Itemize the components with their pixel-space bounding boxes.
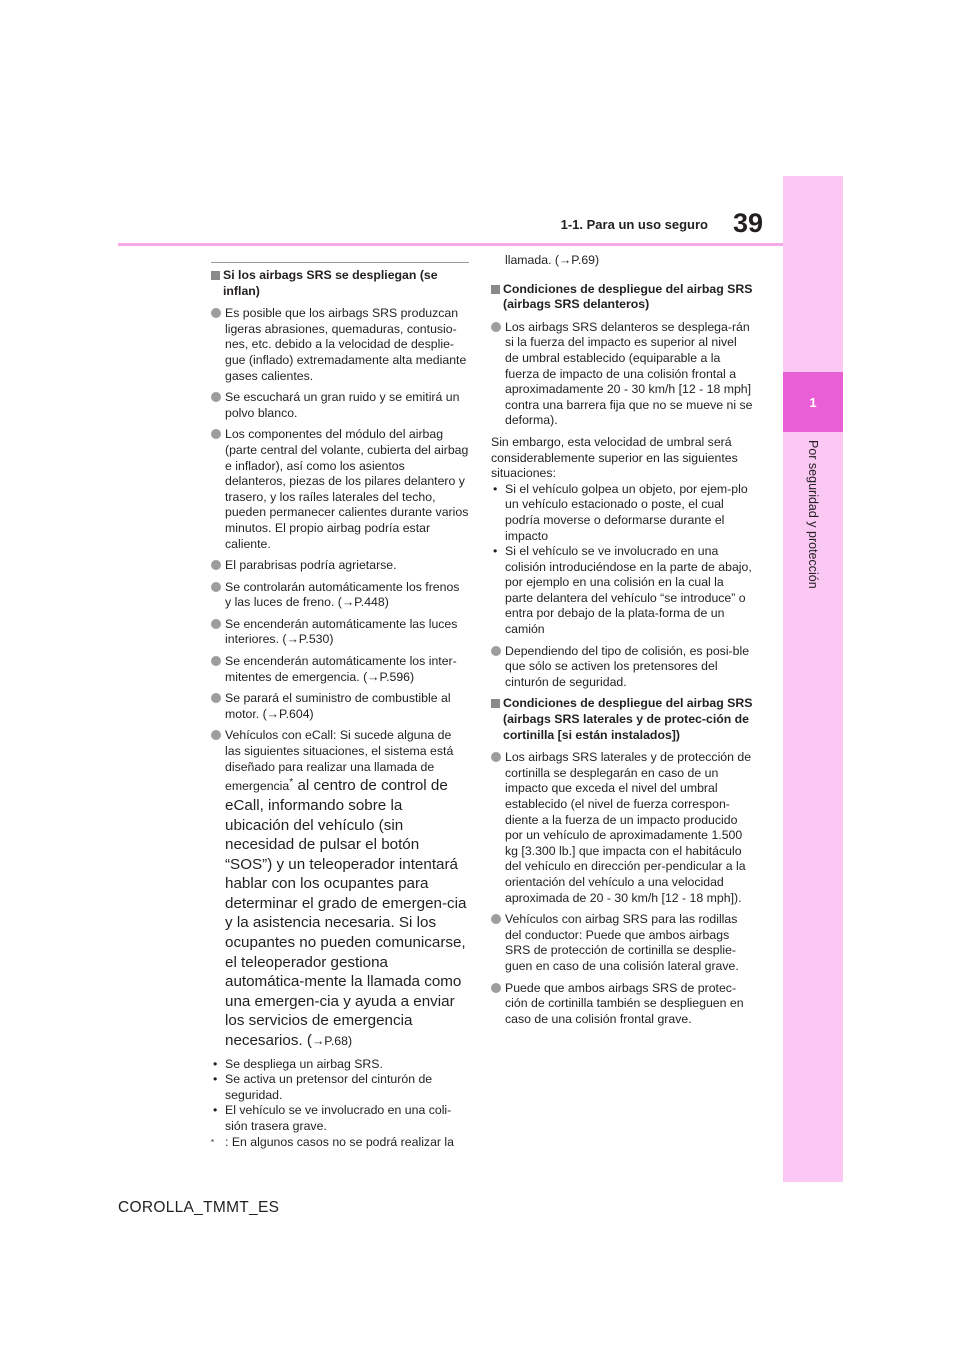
ecall-page-ref: →P.68) bbox=[311, 1034, 353, 1049]
chapter-number: 1 bbox=[783, 372, 843, 432]
bullet-item: Puede que ambos airbags SRS de protec-ción de cortinilla también se desplieguen en caso de una colisión frontal grave. bbox=[491, 981, 753, 1028]
bullet-item: Los airbags SRS delanteros se desplega-rán si la fuerza del impacto es superior al nivel de umbral establecido (equiparable a la fuerza de impacto de una colisión frontal a aproximadamente 20 - 30 km/h [12 - 18 mph] contra una barrera fija que no se mueve ni se deforma). bbox=[491, 320, 753, 429]
bullet-item: Es posible que los airbags SRS produzcan ligeras abrasiones, quemaduras, contusio-nes, etc. debido a la velocidad de desplie-gue (inflado) extremadamente alta mediante gases calientes. bbox=[211, 306, 469, 384]
bullet-item: Los componentes del módulo del airbag (parte central del volante, cubierta del airbag e inflador), así como los asientos delanteros, piezas de los pilares delantero y trasero, y los raíles laterales del techo, pueden permanecer calientes durante varios minutos. El propio airbag podría estar caliente. bbox=[211, 427, 469, 552]
footnote-marker: * bbox=[211, 1137, 215, 1147]
ecall-text-start: Vehículos con eCall: Si sucede alguna de las siguientes situaciones, el sistema está diseñado para realizar una llamada de emergencia bbox=[225, 728, 454, 794]
sub-item: • Se activa un pretensor del cinturón de seguridad. bbox=[211, 1072, 469, 1103]
heading-front-airbags: Condiciones de despliegue del airbag SRS (airbags SRS delanteros) bbox=[491, 282, 753, 313]
bullet-item: Se encenderán automáticamente las luces interiores. (→P.530) bbox=[211, 617, 469, 648]
bullet-item: Vehículos con airbag SRS para las rodillas del conductor: Puede que ambos airbags SRS de protección de cortinilla se desplie-guen en caso de una colisión lateral grave. bbox=[491, 912, 753, 974]
page-number: 39 bbox=[732, 208, 764, 238]
heading-airbags-deployed: Si los airbags SRS se despliegan (se inflan) bbox=[211, 268, 469, 299]
column-rule bbox=[211, 262, 469, 263]
bullet-item: Se controlarán automáticamente los frenos y las luces de freno. (→P.448) bbox=[211, 580, 469, 611]
chapter-label: Por seguridad y protección bbox=[806, 440, 820, 589]
bullet-item-ecall bbox=[211, 728, 469, 1050]
footnote-text: : En algunos casos no se podrá realizar la bbox=[225, 1134, 454, 1149]
right-column bbox=[491, 253, 753, 1033]
document-code: COROLLA_TMMT_ES bbox=[118, 1199, 280, 1216]
bullet-item: Los airbags SRS laterales y de protección de cortinilla se desplegarán en caso de un impacto que exceda el nivel del umbral establecido (el nivel de fuerza correspon-diente a la fuerza de un impacto producido por un vehículo de aproximadamente 1.500 kg [3.300 lb.] que impacta con el habitáculo del vehículo en dirección per-pendicular a la orientación del vehículo a una velocidad aproximada de 20 - 30 km/h [12 - 18 mph]). bbox=[491, 750, 753, 906]
ecall-text-rest: al centro de control de eCall, informando sobre la ubicación del vehículo (sin necesidad de pulsar el botón “SOS”) y un teleoperador intentará hablar con los ocupantes para determinar el grado de emergen-cia y la asistencia necesaria. Si los ocupantes no pueden comunicarse, el teleoperador gestiona automática-mente la llamada como una emergen-cia y ayuda a enviar los servicios de emergencia necesarios. ( bbox=[225, 777, 467, 1050]
ecall-footnote-marker: * bbox=[289, 777, 294, 789]
sub-item: • Se despliega un airbag SRS. bbox=[211, 1057, 469, 1073]
bullet-item: Se encenderán automáticamente los inter-mitentes de emergencia. (→P.596) bbox=[211, 654, 469, 685]
bullet-item: Se escuchará un gran ruido y se emitirá un polvo blanco. bbox=[211, 390, 469, 421]
sub-item: • Si el vehículo golpea un objeto, por ejem-plo un vehículo estacionado o poste, el cual podría moverse o deformarse durante el impacto bbox=[491, 482, 753, 544]
paragraph: Sin embargo, esta velocidad de umbral será considerablemente superior en las siguientes situaciones: bbox=[491, 434, 738, 481]
continued-text: llamada. (→P.69) bbox=[505, 253, 600, 267]
sub-item: • El vehículo se ve involucrado en una coli-sión trasera grave. bbox=[211, 1103, 469, 1134]
heading-side-airbags: Condiciones de despliegue del airbag SRS (airbags SRS laterales y de protec-ción de cortinilla [si están instalados]) bbox=[491, 696, 753, 743]
header-rule bbox=[118, 243, 783, 246]
left-column bbox=[211, 268, 469, 1150]
bullet-item: El parabrisas podría agrietarse. bbox=[211, 558, 469, 574]
bullet-item: Se parará el suministro de combustible al motor. (→P.604) bbox=[211, 691, 469, 722]
section-title: 1-1. Para un uso seguro bbox=[560, 217, 708, 232]
chapter-side-tab bbox=[783, 176, 843, 1182]
sub-item: • Si el vehículo se ve involucrado en una colisión introduciéndose en la parte de abajo, por ejemplo en una colisión en la cual la parte delantera del vehículo “se introduce” o entra por debajo de la plata-forma de un camión bbox=[491, 544, 753, 638]
footnote bbox=[211, 1135, 469, 1151]
bullet-item: Dependiendo del tipo de colisión, es posi-ble que sólo se activen los pretensores del cinturón de seguridad. bbox=[491, 644, 753, 691]
